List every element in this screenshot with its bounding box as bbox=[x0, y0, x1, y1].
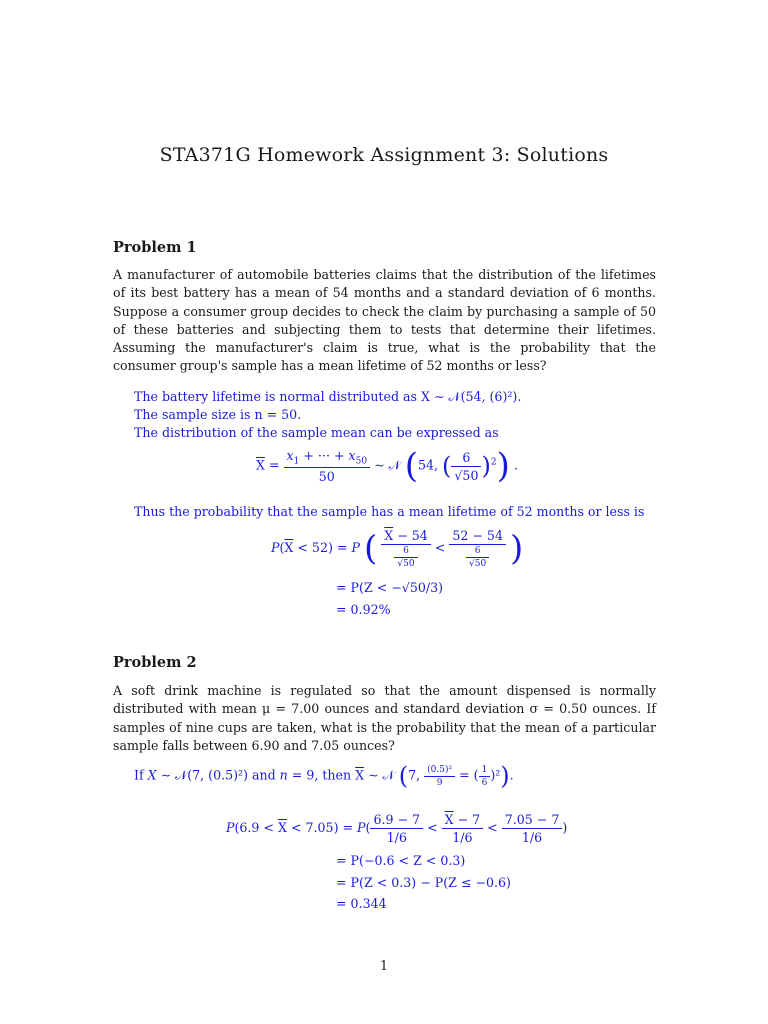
p2-probability-step-1: $P(6.9 < \overline{X} < 7.05) = P$( $\frac{6.9 - 7}{1/6}$ < $\frac{\overline{X} - 7}{1/6}$ < $\frac{7.05 - 7}{1/6}$ ) bbox=[226, 812, 568, 845]
page-title: STA371G Homework Assignment 3: Solutions bbox=[159, 144, 609, 166]
p2-probability-step-4: = 0.344 bbox=[336, 896, 387, 911]
p1-probability-step-2: = P(Z < −√50/3) bbox=[336, 580, 444, 595]
p1-solution-line-3: The distribution of the sample mean can be expressed as bbox=[134, 425, 499, 440]
p2-probability-step-2: = P(−0.6 < Z < 0.3) bbox=[336, 853, 466, 868]
problem-2-question: A soft drink machine is regulated so that the amount dispensed is normally distributed with mean μ = 7.00 ounces and standard deviation σ = 0.50 ounces. If samples of nine cups are taken, what is the probability that the mean of a particular sample falls between 6.90 and 7.05 ounces? bbox=[113, 683, 656, 753]
p1-solution-line-4: Thus the probability that the sample has a mean lifetime of 52 months or less is bbox=[134, 504, 645, 519]
problem-1-heading: Problem 1 bbox=[113, 239, 197, 256]
p1-solution-line-2: The sample size is n = 50. bbox=[134, 407, 302, 422]
p1-sample-mean-distribution: $\overline{X}$ = $\frac{x_1 + \cdot\cdot\cdot + x_{50}}{50}$ ∼ 𝒩 (54, ( $\frac{6}{√50}$ )$^2$) . bbox=[256, 446, 518, 486]
problem-1-question: A manufacturer of automobile batteries claims that the distribution of the lifetimes of its best battery has a mean of 54 months and a standard deviation of 6 months. Suppose a consumer group decides to check the claim by purchasing a sample of 50 of these batteries and subjecting them to tests that determine their lifetimes. Assuming the manufacturer's claim is true, what is the probability that the consumer group's sample has a mean lifetime of 52 months or less? bbox=[113, 267, 656, 374]
p2-probability-step-3: = P(Z < 0.3) − P(Z ≤ −0.6) bbox=[336, 875, 511, 890]
p1-probability-step-1: $P(\overline{X} < 52) = P$ ( $\frac{\overline{X} - 54}{\frac{6}{√50}}$ < $\frac{52 - 54}{\frac{6}{√50}}$ ) bbox=[271, 528, 524, 569]
p1-probability-step-3: = 0.92% bbox=[336, 602, 391, 617]
problem-2-heading: Problem 2 bbox=[113, 654, 197, 671]
page-number: 1 bbox=[379, 958, 388, 973]
p1-solution-line-1: The battery lifetime is normal distributed as X ∼ 𝒩(54, (6)²). bbox=[134, 389, 522, 404]
p2-sample-mean-distribution: If X ∼ 𝒩(7, (0.5)²) and n = 9, then $\overline{X}$ ∼ 𝒩 (7, $\frac{\text{(0.5)²}}{9}$ = ( $\frac{1}{6}$ )²). bbox=[134, 762, 514, 790]
